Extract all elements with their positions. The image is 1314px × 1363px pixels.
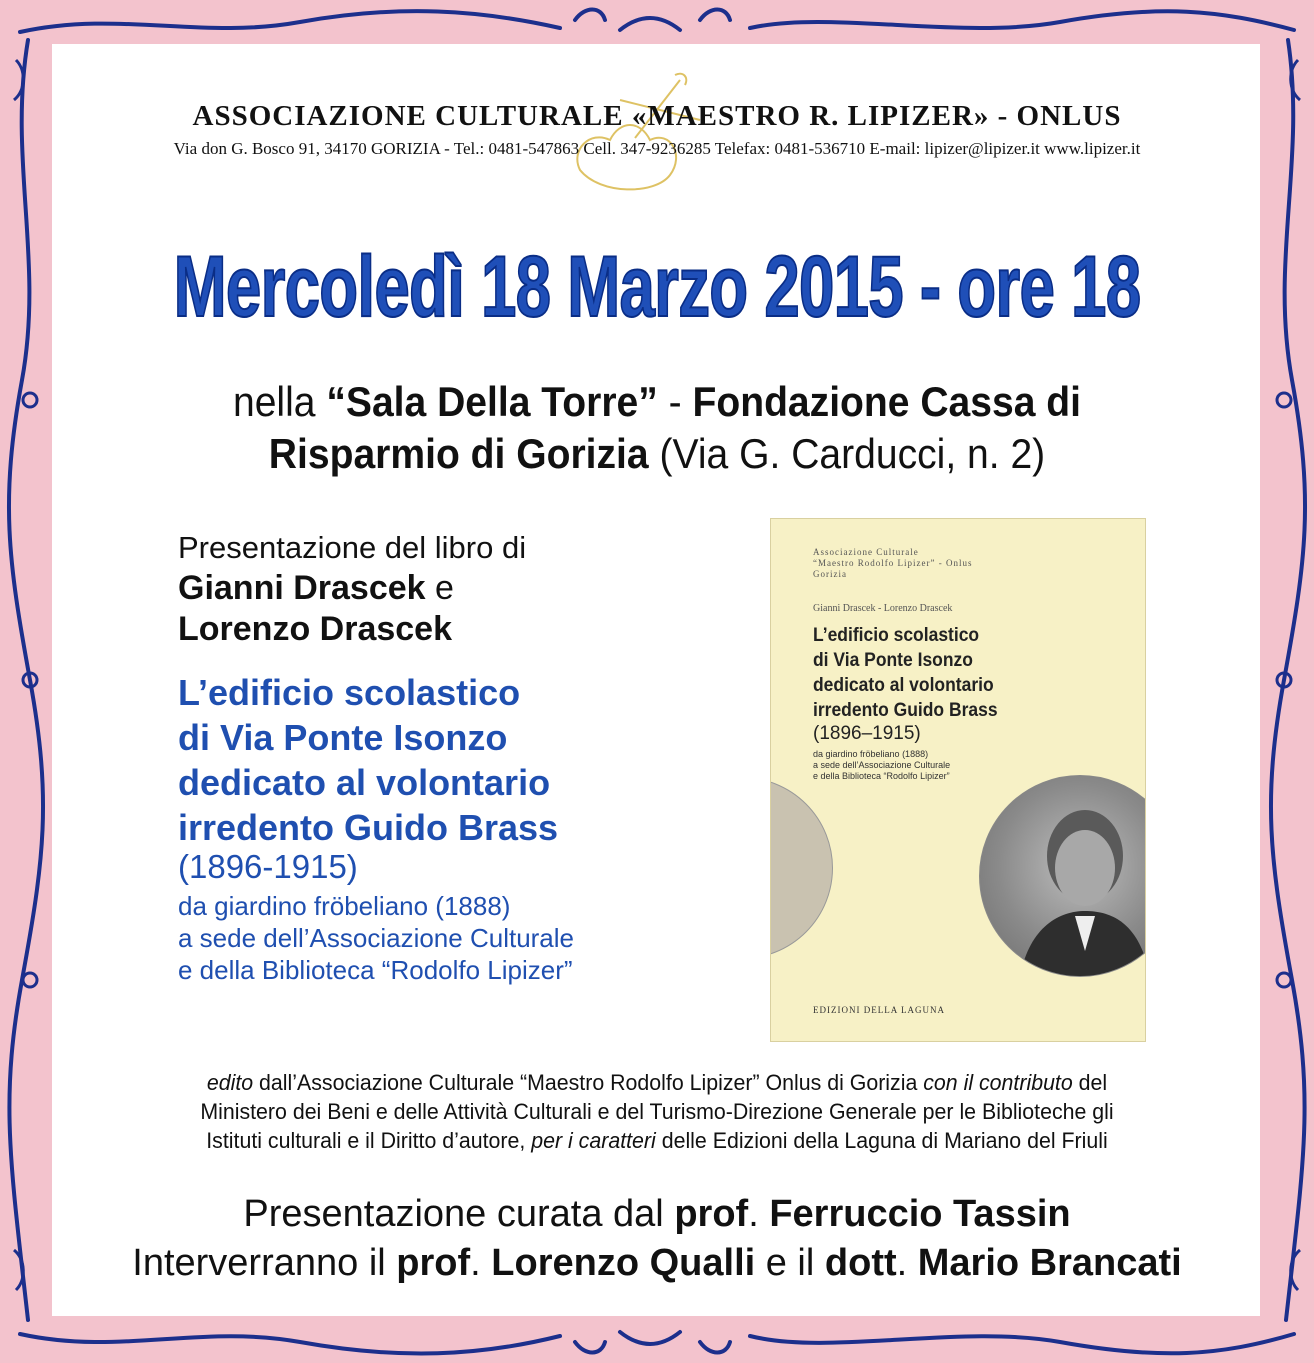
contact-info: Via don G. Bosco 91, 34170 GORIZIA - Tel.: 0481-547863 Cell. 347-9236285 Telefax: 0481-536710 E-mail: lipizer@lipizer.it www.lipizer.it — [173, 139, 1141, 158]
speaker-dot: . — [896, 1242, 918, 1284]
edito-line2: Ministero dei Beni e delle Attività Culturali e del Turismo-Direzione Generale per le Biblioteche gli — [200, 1099, 1114, 1124]
book-subtitle — [178, 890, 574, 986]
curator-title: prof — [674, 1193, 749, 1235]
speaker-text: Interverranno il — [132, 1242, 397, 1284]
edition-credits — [59, 1068, 1256, 1155]
venue-hall: “Sala Della Torre” — [326, 378, 658, 425]
edito-contributo: con il contributo — [923, 1070, 1073, 1095]
edito-text: delle Edizioni della Laguna di Mariano del Friuli — [655, 1128, 1108, 1153]
cover-assoc-line: “Maestro Rodolfo Lipizer” - Onlus — [813, 558, 973, 568]
edito-word: edito — [206, 1070, 254, 1095]
event-date: Mercoledì 18 Marzo 2015 - ore 18 — [173, 239, 1141, 335]
author-conj: e — [425, 569, 454, 607]
venue-address: (Via G. Carducci, n. 2) — [648, 430, 1046, 477]
cover-portrait-photo — [979, 775, 1146, 977]
cover-title-line: dedicato al volontario — [813, 675, 994, 696]
venue-sep: - — [657, 378, 693, 425]
title-line: dedicato al volontario — [178, 762, 551, 803]
speaker1-name: Lorenzo Qualli — [491, 1242, 756, 1284]
cover-building-photo — [770, 777, 833, 959]
cover-assoc-line: Gorizia — [813, 569, 847, 579]
author-2: Lorenzo Drascek — [178, 610, 452, 648]
cover-assoc-line: Associazione Culturale — [813, 547, 919, 557]
cover-years: (1896–1915) — [813, 723, 921, 744]
curator-text: Presentazione curata dal — [243, 1193, 675, 1235]
speaker-text: e il — [755, 1242, 825, 1284]
speaker2-name: Mario Brancati — [917, 1242, 1182, 1284]
edito-text: dall’Associazione Culturale “Maestro Rodolfo Lipizer” Onlus di Gorizia — [253, 1070, 924, 1095]
association-name: ASSOCIAZIONE CULTURALE «MAESTRO R. LIPIZER» - ONLUS — [192, 100, 1122, 132]
edito-text: Istituti culturali e il Diritto d’autore, — [206, 1128, 532, 1153]
curator-name: Ferruccio Tassin — [769, 1193, 1071, 1235]
edito-caratteri: per i caratteri — [531, 1128, 656, 1153]
cover-subtitle — [813, 749, 950, 782]
intro-text: Presentazione del libro di — [178, 530, 527, 565]
speaker1-title: prof — [396, 1242, 471, 1284]
cover-title-line: irredento Guido Brass — [813, 700, 998, 721]
venue-prefix: nella — [232, 378, 327, 425]
speaker-dot: . — [470, 1242, 492, 1284]
cover-sub-line: a sede dell’Associazione Culturale — [813, 760, 951, 770]
cover-title — [813, 623, 998, 723]
book-years: (1896-1915) — [178, 848, 358, 885]
author-1: Gianni Drascek — [178, 569, 426, 607]
cover-sub-line: e della Biblioteca “Rodolfo Lipizer” — [813, 771, 950, 781]
violin-icon — [560, 60, 710, 210]
venue-foundation-b: Risparmio di Gorizia — [268, 430, 649, 477]
book-presentation-intro — [178, 528, 526, 650]
cover-authors: Gianni Drascek - Lorenzo Drascek — [813, 603, 953, 614]
subtitle-line: da giardino fröbeliano (1888) — [178, 891, 511, 921]
book-title — [178, 670, 558, 850]
cover-association — [813, 547, 972, 580]
venue-foundation-a: Fondazione Cassa di — [692, 378, 1082, 425]
subtitle-line: a sede dell’Associazione Culturale — [178, 923, 575, 953]
speakers — [0, 1190, 1314, 1288]
cover-title-line: L’edificio scolastico — [813, 625, 980, 646]
speaker2-title: dott — [824, 1242, 897, 1284]
subtitle-line: e della Biblioteca “Rodolfo Lipizer” — [178, 955, 573, 985]
title-line: irredento Guido Brass — [178, 807, 559, 848]
edito-text: del — [1072, 1070, 1108, 1095]
event-venue — [46, 376, 1268, 480]
title-line: di Via Ponte Isonzo — [178, 717, 508, 758]
title-line: L’edificio scolastico — [178, 672, 521, 713]
portrait-icon — [980, 776, 1146, 976]
cover-sub-line: da giardino fröbeliano (1888) — [813, 749, 929, 759]
curator-dot: . — [748, 1193, 770, 1235]
cover-publisher: EDIZIONI DELLA LAGUNA — [813, 1005, 945, 1015]
book-cover-image — [770, 518, 1146, 1042]
cover-title-line: di Via Ponte Isonzo — [813, 650, 973, 671]
